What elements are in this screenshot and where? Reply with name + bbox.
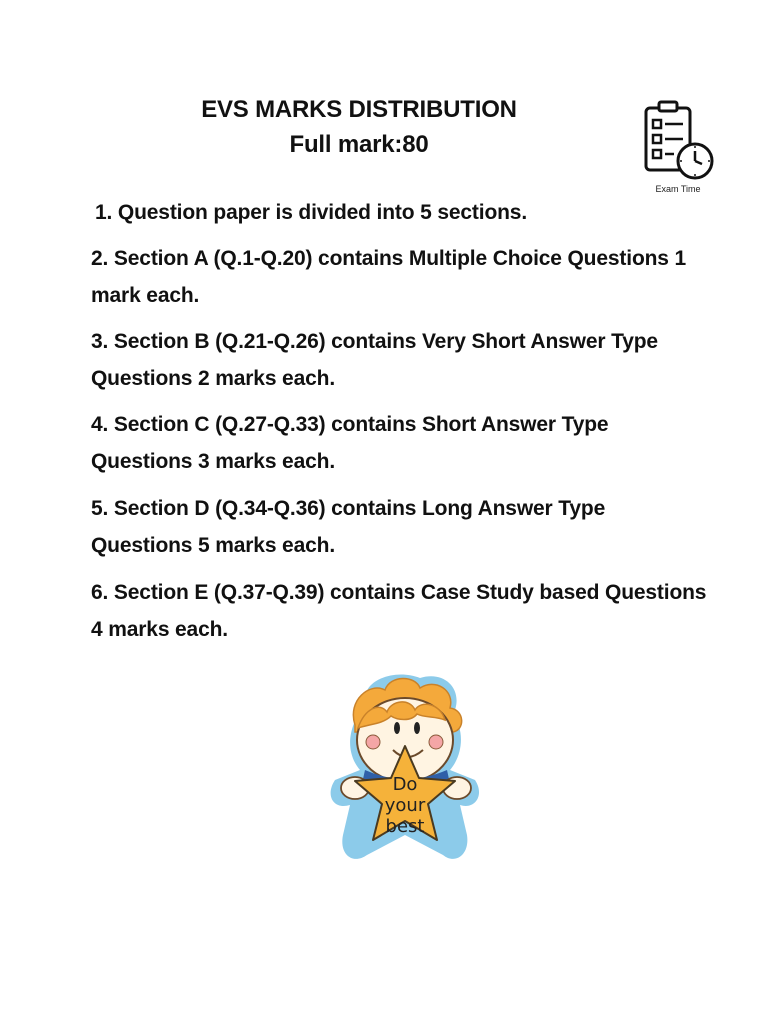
exam-time-label: Exam Time xyxy=(655,184,701,194)
list-item: 1. Question paper is divided into 5 sections. xyxy=(95,201,528,224)
page-subtitle: Full mark:80 xyxy=(289,131,429,158)
boy-holding-star-illustration xyxy=(325,670,485,870)
star-text-line2: your xyxy=(384,795,426,816)
list-item: 2. Section A (Q.1-Q.20) contains Multiple Choice Questions 1 mark each. xyxy=(91,247,687,307)
page-title: EVS MARKS DISTRIBUTION xyxy=(201,96,517,123)
list-item: 5. Section D (Q.34-Q.36) contains Long Answer Type Questions 5 marks each. xyxy=(91,497,606,557)
list-item: 4. Section C (Q.27-Q.33) contains Short Answer Type Questions 3 marks each. xyxy=(91,413,609,473)
clipboard-clock-icon xyxy=(638,98,718,198)
list-item: 6. Section E (Q.37-Q.39) contains Case Study based Questions 4 marks each. xyxy=(91,581,707,641)
star-text-line3: best xyxy=(385,816,425,837)
star-text-line1: Do xyxy=(392,774,418,795)
list-item: 3. Section B (Q.21-Q.26) contains Very Short Answer Type Questions 2 marks each. xyxy=(91,330,658,390)
